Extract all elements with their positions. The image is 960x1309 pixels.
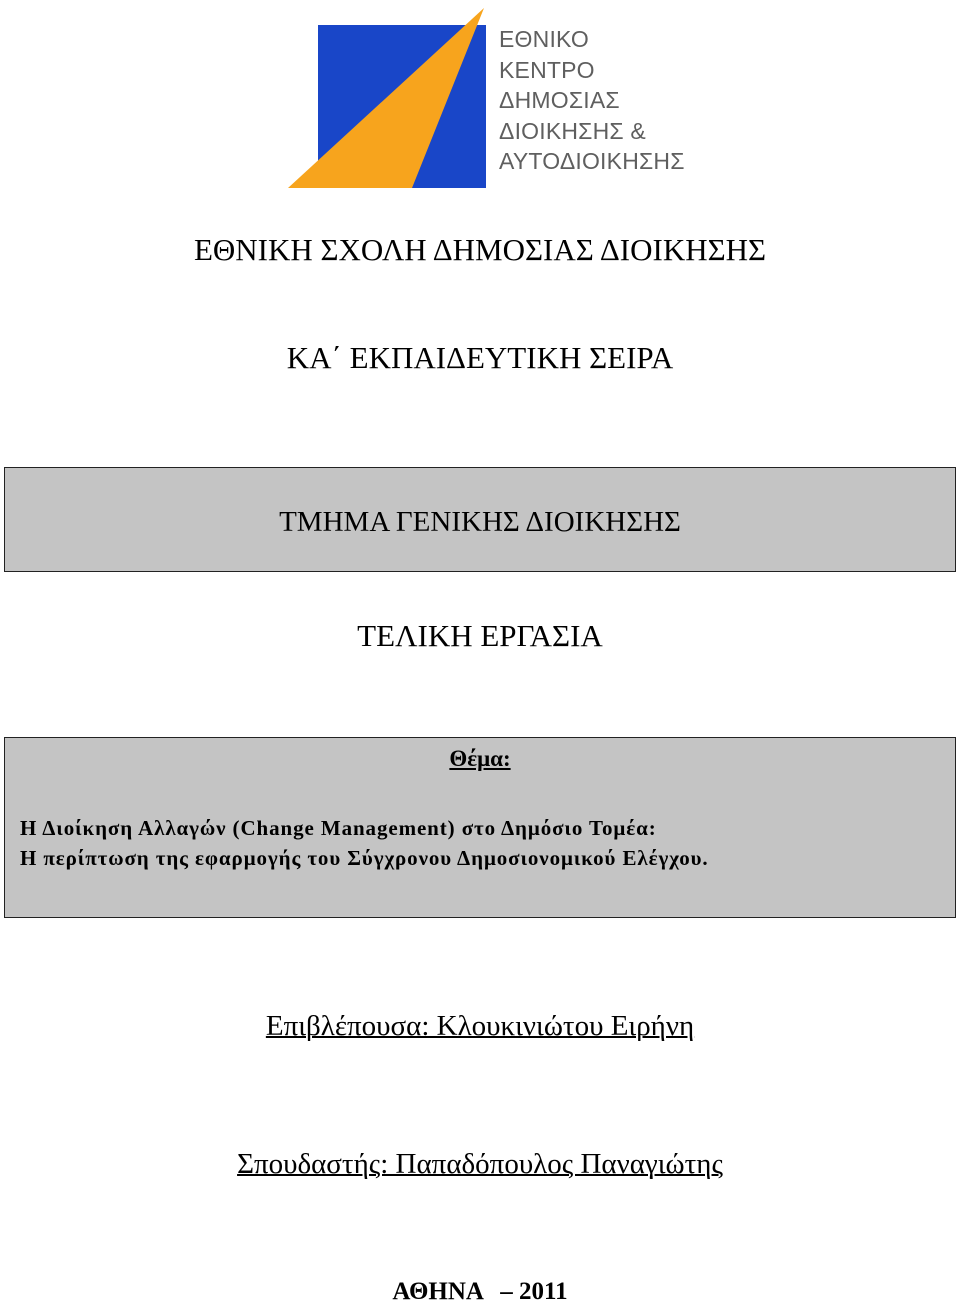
student-line: Σπουδαστής: Παπαδόπουλος Παναγιώτης bbox=[237, 1148, 723, 1180]
subject-line-1: Η Διοίκηση Αλλαγών (Change Management) στο Δημόσιο Τομέα: bbox=[20, 816, 657, 840]
series-title: ΚΑ΄ ΕΚΠΑΙΔΕΥΤΙΚΗ ΣΕΙΡΑ bbox=[286, 340, 674, 375]
logo-text bbox=[499, 24, 685, 177]
footer-city: ΑΘΗΝΑ bbox=[392, 1278, 484, 1305]
footer-separator: – bbox=[500, 1278, 513, 1305]
subject-label: Θέμα: bbox=[449, 746, 511, 771]
footer-place-date bbox=[0, 1275, 960, 1309]
supervisor-line: Επιβλέπουσα: Κλουκινιώτου Ειρήνη bbox=[265, 1010, 695, 1042]
subject-line-2: Η περίπτωση της εφαρμογής του Σύγχρονου Δημοσιονομικού Ελέγχου. bbox=[20, 846, 709, 870]
ekdda-logo bbox=[288, 6, 500, 190]
logo-line-2: ΚΕΝΤΡΟ bbox=[499, 56, 595, 83]
logo-line-5: ΑΥΤΟΔΙΟΙΚΗΣΗΣ bbox=[499, 148, 685, 174]
department-name: ΤΜΗΜΑ ΓΕΝΙΚΗΣ ΔΙΟΙΚΗΣΗΣ bbox=[279, 506, 681, 538]
logo-line-3: ΔΗΜΟΣΙΑΣ bbox=[499, 87, 620, 113]
logo-line-4: ΔΙΟΙΚΗΣΗΣ & bbox=[499, 117, 646, 144]
department-box bbox=[4, 467, 956, 572]
document-type: ΤΕΛΙΚΗ ΕΡΓΑΣΙΑ bbox=[357, 618, 603, 653]
logo-line-1: ΕΘΝΙΚΟ bbox=[499, 26, 589, 52]
subject-box bbox=[4, 737, 956, 918]
school-title: ΕΘΝΙΚΗ ΣΧΟΛΗ ΔΗΜΟΣΙΑΣ ΔΙΟΙΚΗΣΗΣ bbox=[193, 232, 767, 267]
footer-year: 2011 bbox=[518, 1278, 568, 1305]
